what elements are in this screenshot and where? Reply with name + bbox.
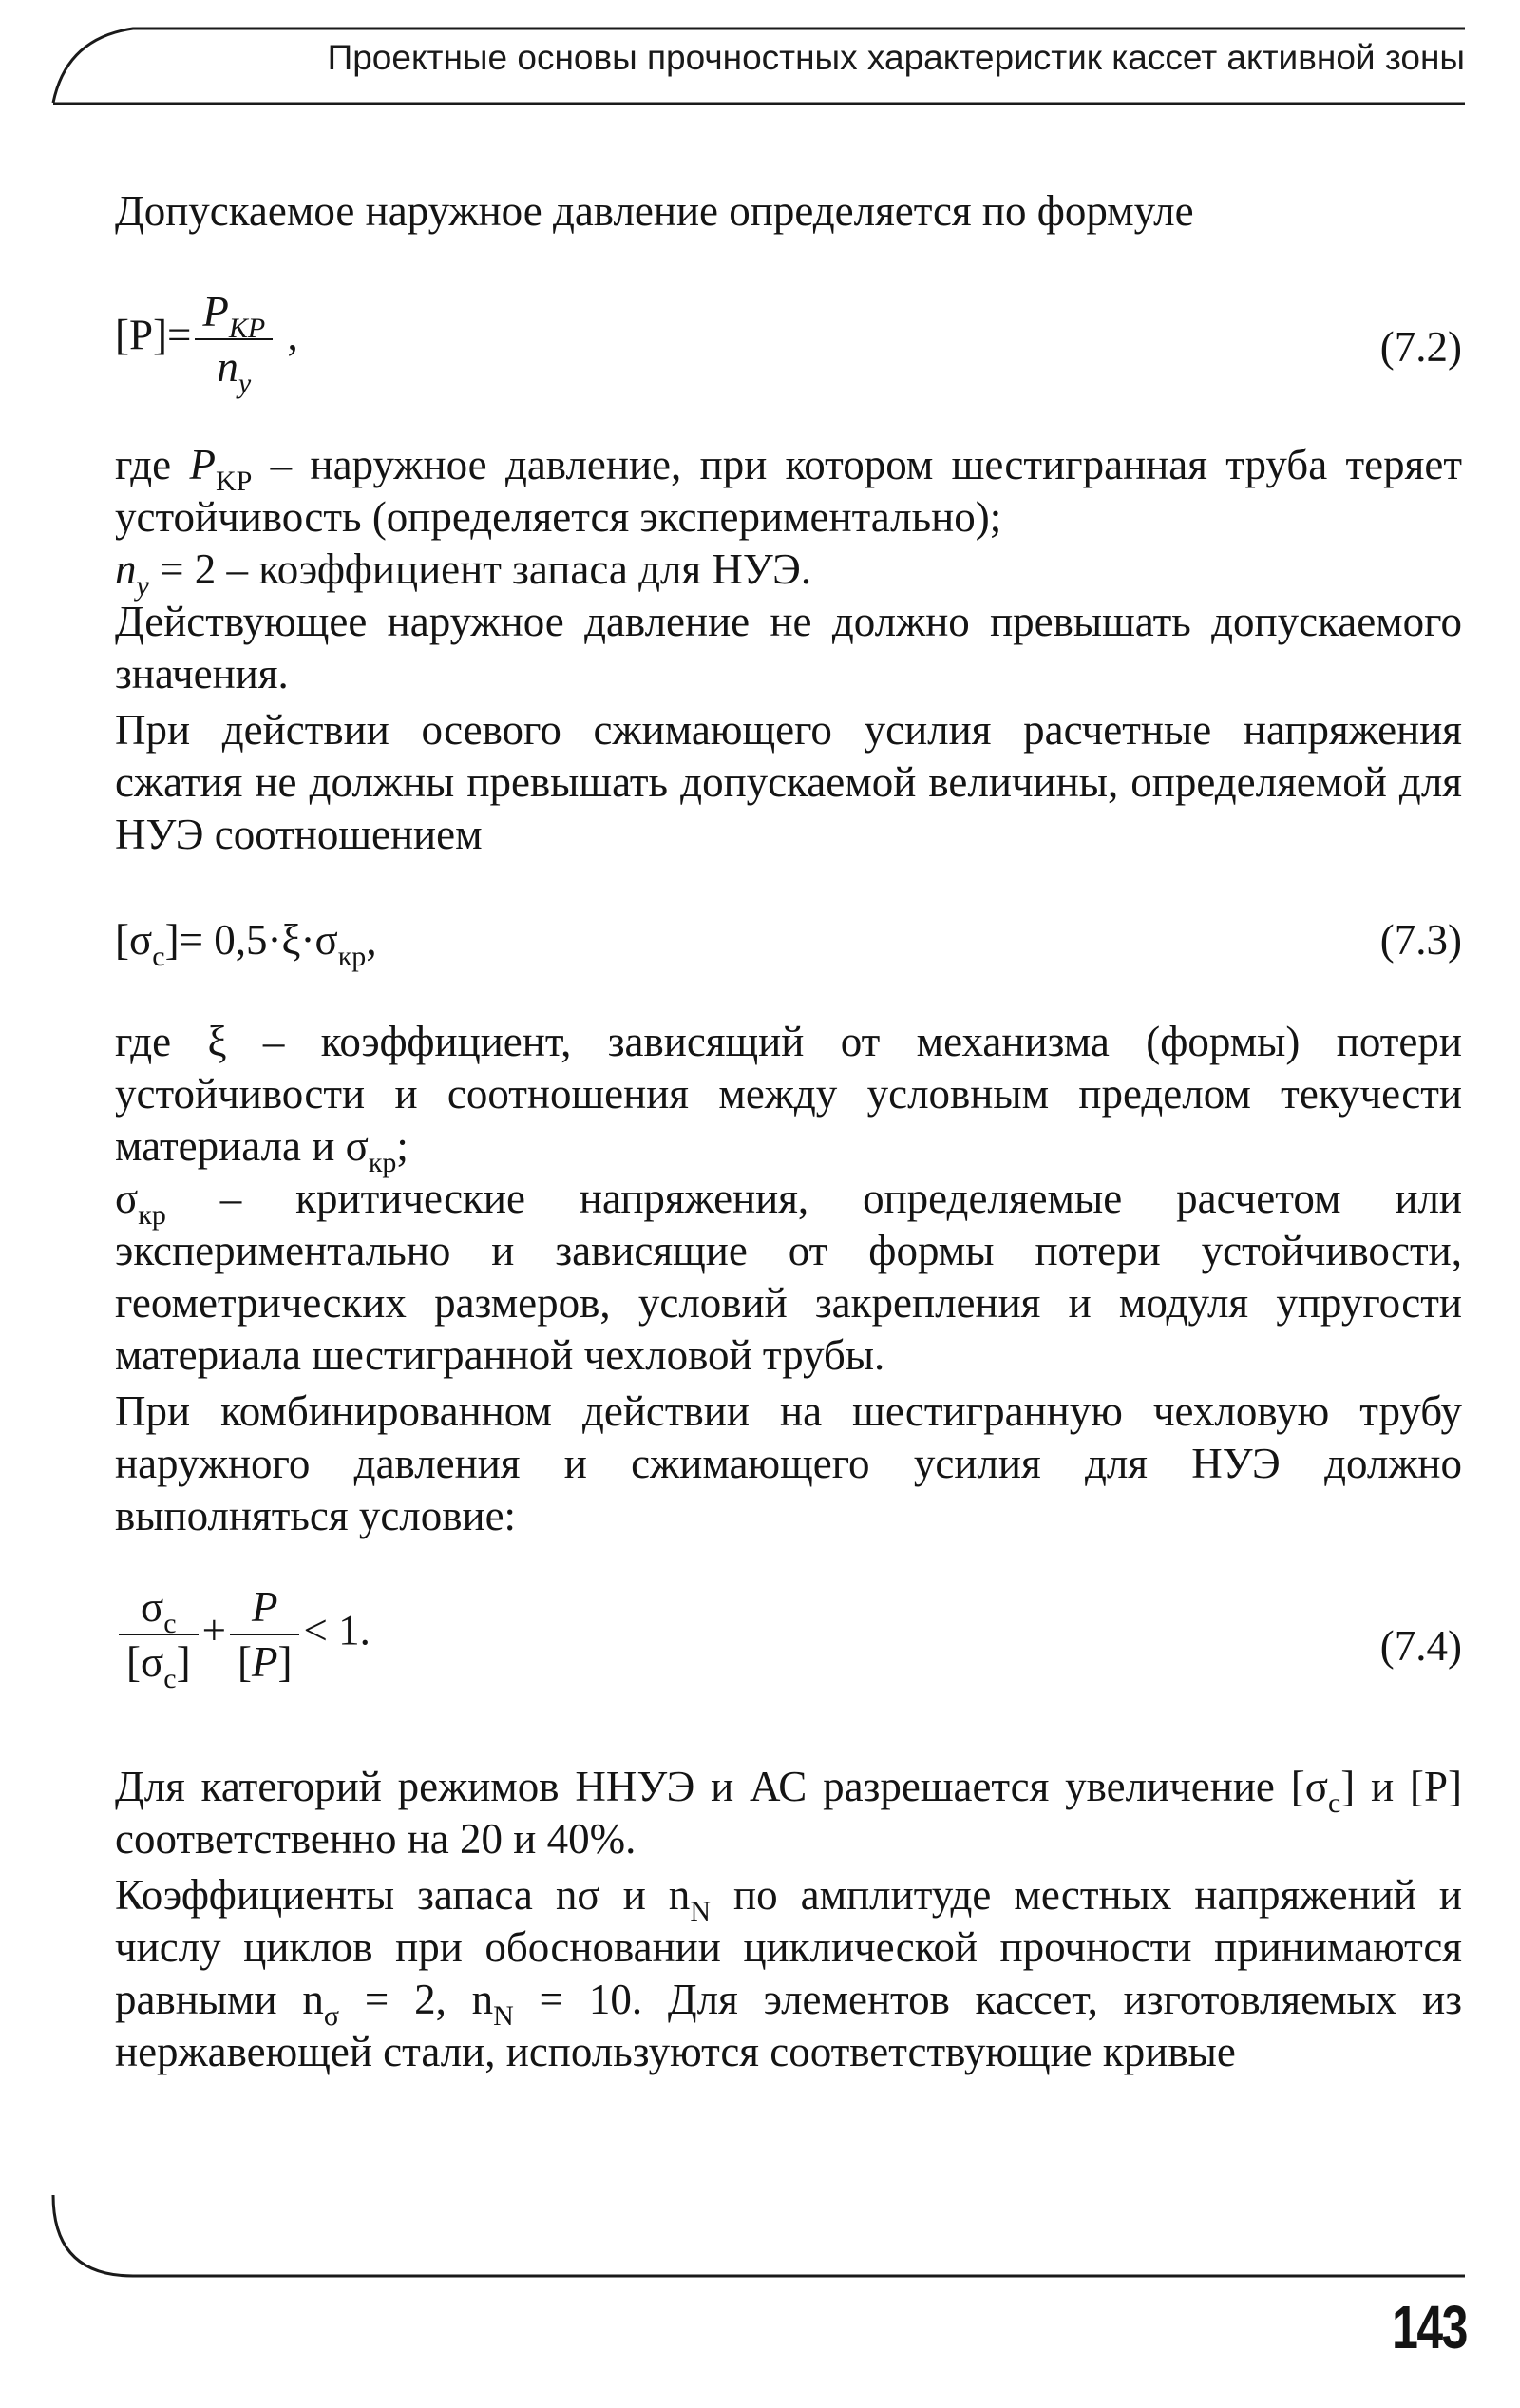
fraction: $\frac{\sigma_c}{[\sigma_c]}$ xyxy=(119,1580,199,1689)
paragraph: Для категорий режимов ННУЭ и АС разрешается увеличение $[\sigma_c]$ и [P] соответственно на 20 и 40%. xyxy=(115,1763,1462,1863)
fraction: $\frac{P_{KP}}{n_y}$ xyxy=(195,285,273,393)
fraction: $\frac{P}{[P]}$ xyxy=(230,1580,300,1689)
formula-7-3: $[\sigma_c]= 0,5\cdot\xi\cdot\sigma_{кр}$, (7.3) xyxy=(115,916,1462,972)
paragraph: Действующее наружное давление не должно превышать допускаемого значения. xyxy=(115,598,1462,698)
paragraph: Допускаемое наружное давление определяется по формуле xyxy=(115,187,1194,235)
paragraph: $n_y = 2$ – коэффициент запаса для НУЭ. xyxy=(115,545,812,602)
page-number: 143 xyxy=(1392,2293,1467,2361)
formula-7-2: [P]= $\frac{P_{KP}}{n_y}$ , (7.2) xyxy=(115,276,1462,390)
paragraph: $\sigma_{кр}$ – критические напряжения, определяемые расчетом или экспериментально и зависящие от формы потери устойчивости, геометрических размеров, условий закрепления и модуля упругости материала шестигранной чехловой трубы. xyxy=(115,1175,1462,1379)
paragraph: где $P_{KP}$ – наружное давление, при котором шестигранная труба теряет устойчивость (определяется экспериментально); xyxy=(115,441,1462,541)
equation-number: (7.3) xyxy=(1379,916,1462,964)
page-body xyxy=(115,185,1462,2078)
equation-number: (7.4) xyxy=(1379,1622,1462,1670)
paragraph: где ξ – коэффициент, зависящий от механизма (формы) потери устойчивости и соотношения между условным пределом текучести материала и $\sigma_{кр}$; xyxy=(115,1018,1462,1178)
paragraph: Коэффициенты запаса nσ и $n_N$ по амплитуде местных напряжений и числу циклов при обосновании циклической прочности принимаются равными $n_\sigma = 2$, $n_N = 10$. Для элементов кассет, изготовляемых из нержавеющей стали, используются соответствующие кривые xyxy=(115,1871,1462,2075)
equation-number: (7.2) xyxy=(1379,323,1462,371)
formula-7-4: $\frac{\sigma_c}{[\sigma_c]}$ + $\frac{P}{[P]}$ < 1. (7.4) xyxy=(115,1571,1462,1713)
paragraph: При действии осевого сжимающего усилия расчетные напряжения сжатия не должны превышать допускаемой величины, определяемой для НУЭ соотношением xyxy=(115,706,1462,858)
running-title: Проектные основы прочностных характеристик кассет активной зоны xyxy=(327,38,1465,77)
footer-frame xyxy=(0,2186,1520,2300)
paragraph: При комбинированном действии на шестигранную чехловую трубу наружного давления и сжимающего усилия для НУЭ должно выполняться условие: xyxy=(115,1387,1462,1539)
